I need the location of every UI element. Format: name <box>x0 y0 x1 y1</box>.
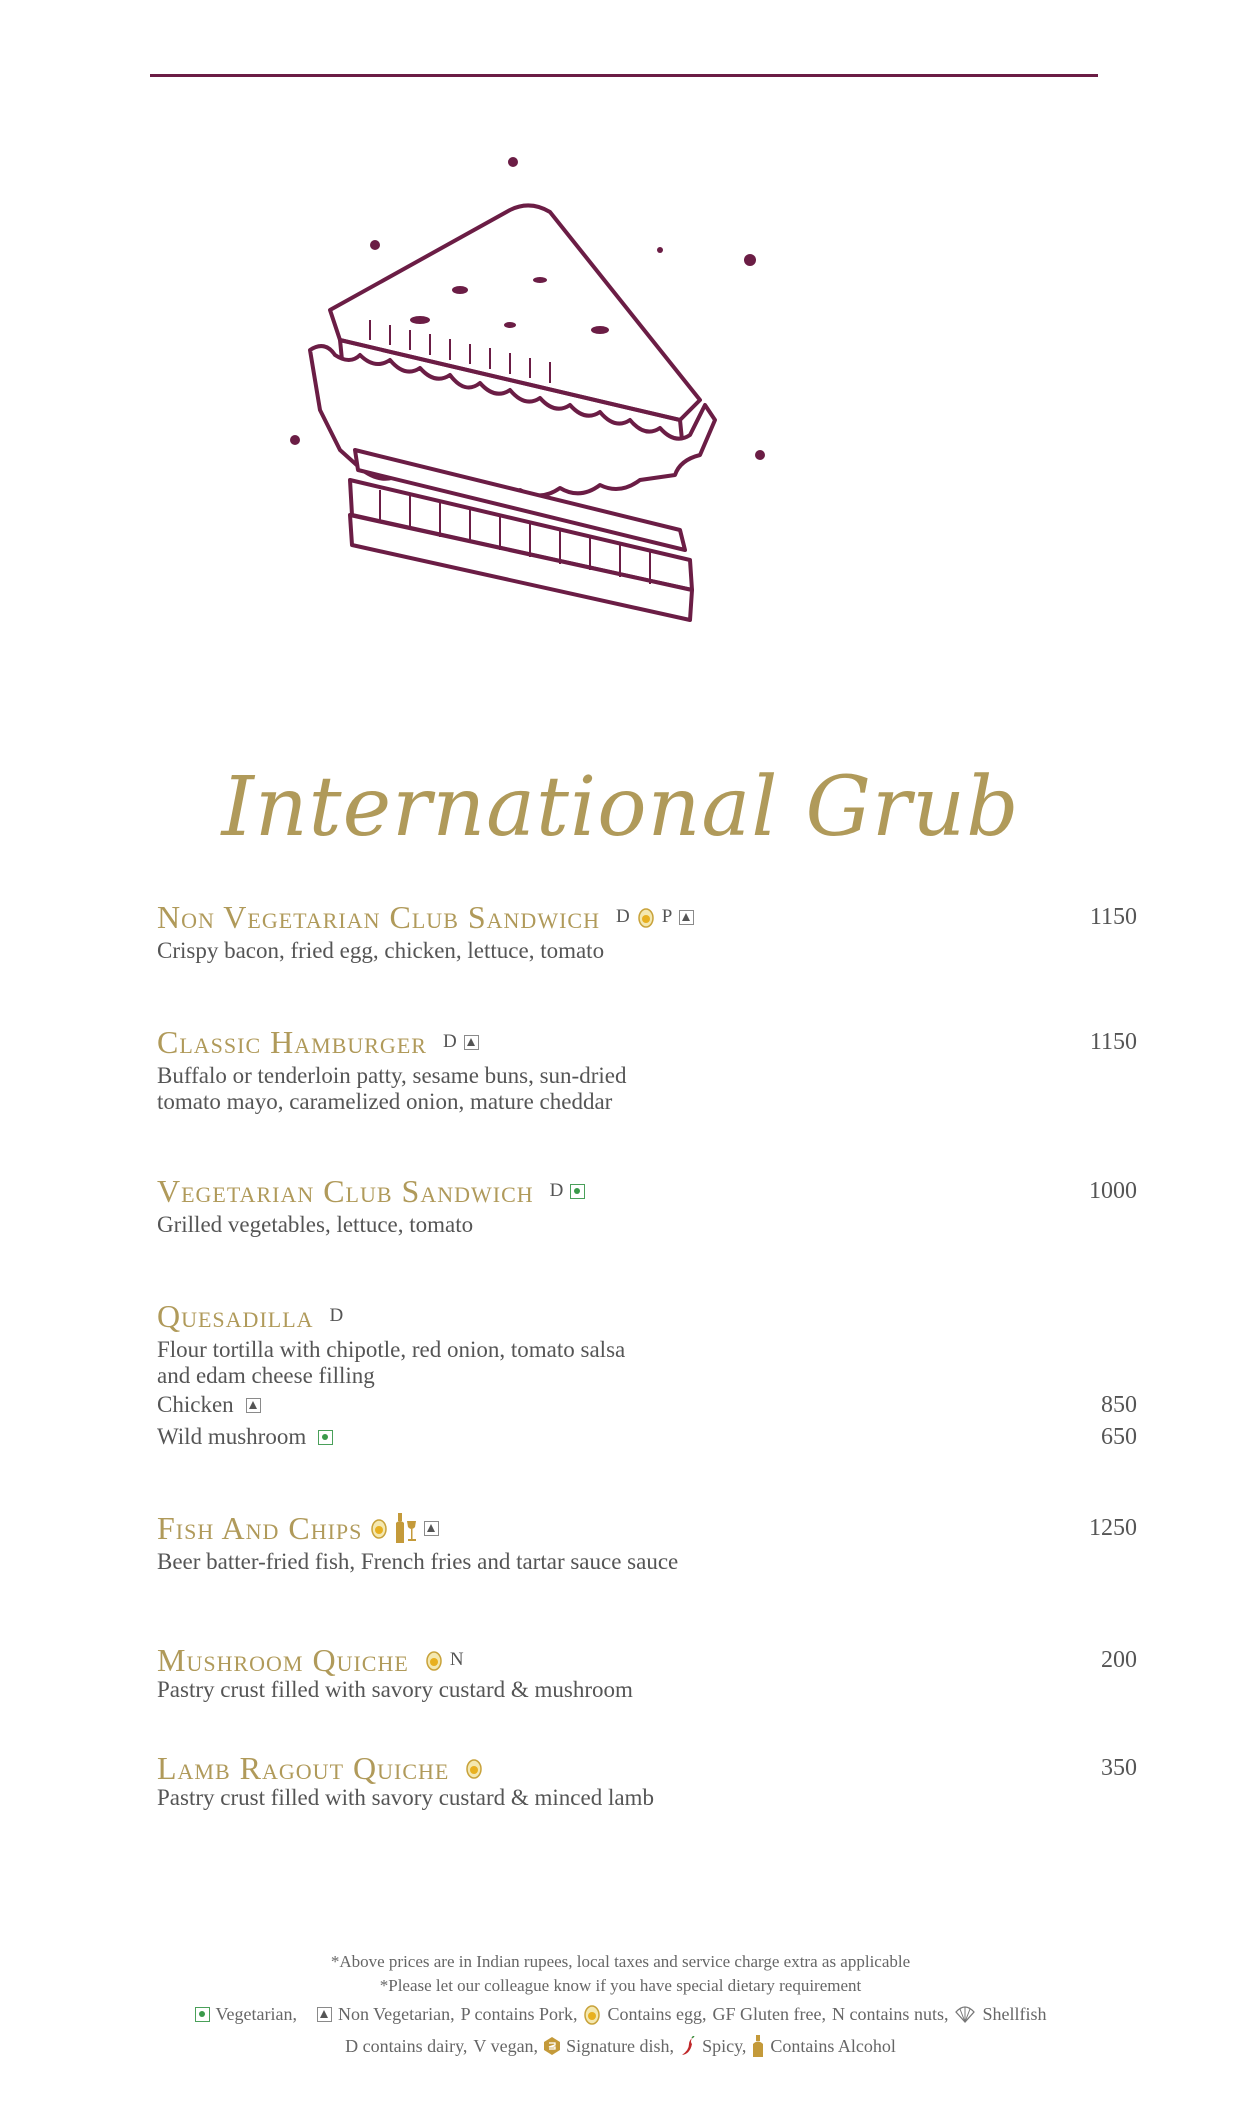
nonveg-symbol-icon <box>464 1035 479 1050</box>
item-price: 1000 <box>1089 1177 1137 1204</box>
menu-item <box>157 1643 1137 1703</box>
item-description: Beer batter-fried fish, French fries and tartar sauce sauce <box>157 1549 679 1574</box>
item-price: 350 <box>1101 1754 1137 1781</box>
item-option <box>157 1421 1137 1453</box>
option-label: Wild mushroom <box>157 1424 307 1449</box>
nonveg-symbol-icon <box>679 910 694 925</box>
nuts-code: N <box>449 1649 464 1670</box>
footer-note: *Above prices are in Indian rupees, local taxes and service charge extra as applicable <box>330 1952 911 1971</box>
item-description: Pastry crust filled with savory custard & mushroom <box>157 1677 633 1702</box>
legend-veg: Vegetarian, <box>215 2004 297 2024</box>
item-price: 1150 <box>1089 903 1137 930</box>
dairy-code: D <box>549 1180 564 1201</box>
footer-note: *Please let our colleague know if you have special dietary requirement <box>379 1976 862 1995</box>
wine-bottle-icon <box>395 1513 417 1543</box>
egg-icon <box>583 2003 601 2025</box>
menu-item <box>157 1299 1137 1453</box>
description-line: tomato mayo, caramelized onion, mature cheddar <box>157 1089 613 1114</box>
legend-egg: Contains egg, <box>607 2004 707 2024</box>
shellfish-icon <box>954 2004 976 2024</box>
sandwich-illustration <box>280 150 880 670</box>
nonveg-symbol-icon <box>317 2007 332 2022</box>
item-price: 1250 <box>1089 1514 1137 1541</box>
option-price: 850 <box>1101 1391 1137 1418</box>
veg-symbol-icon <box>195 2007 210 2022</box>
legend-signature: Signature dish, <box>566 2036 675 2056</box>
item-name: Vegetarian Club Sandwich <box>157 1172 534 1209</box>
item-name: Mushroom Quiche <box>157 1641 409 1678</box>
veg-symbol-icon <box>570 1184 585 1199</box>
description-line: and edam cheese filling <box>157 1363 375 1388</box>
legend-vegan: V vegan, <box>473 2036 539 2056</box>
description-line: Buffalo or tenderloin patty, sesame buns, sun-dried <box>157 1063 627 1088</box>
option-price: 650 <box>1101 1423 1137 1450</box>
signature-dish-icon <box>544 2037 560 2055</box>
menu-item <box>157 1174 1137 1238</box>
wine-bottle-icon <box>752 2035 764 2057</box>
option-label: Chicken <box>157 1392 234 1417</box>
legend-row <box>0 1998 1241 2030</box>
nonveg-symbol-icon <box>424 1521 439 1536</box>
item-name: Fish And Chips <box>157 1509 363 1546</box>
legend-alcohol: Contains Alcohol <box>770 2036 896 2056</box>
nonveg-symbol-icon <box>246 1398 261 1413</box>
menu-item <box>157 1025 1137 1115</box>
legend-row <box>0 2030 1241 2062</box>
legend-pork: P contains Pork, <box>460 2004 578 2024</box>
legend-spicy: Spicy, <box>702 2036 747 2056</box>
item-price: 200 <box>1101 1646 1137 1673</box>
menu-item <box>157 1751 1137 1811</box>
dairy-code: D <box>615 906 630 927</box>
egg-icon <box>425 1649 443 1671</box>
item-name: Quesadilla <box>157 1297 314 1334</box>
item-option <box>157 1389 1137 1421</box>
legend-shellfish: Shellfish <box>982 2004 1047 2024</box>
top-divider <box>150 74 1098 77</box>
menu-item <box>157 1511 1137 1575</box>
dairy-code: D <box>442 1031 457 1052</box>
egg-icon <box>370 1517 388 1539</box>
item-description <box>157 1337 1137 1389</box>
item-name: Lamb Ragout Quiche <box>157 1749 450 1786</box>
legend-dairy: D contains dairy, <box>345 2036 468 2056</box>
dairy-code: D <box>329 1305 344 1326</box>
legend-nuts: N contains nuts, <box>831 2004 949 2024</box>
menu-item <box>157 900 1137 964</box>
footer <box>0 1950 1241 2062</box>
legend-nonveg: Non Vegetarian, <box>338 2004 455 2024</box>
item-price: 1150 <box>1089 1028 1137 1055</box>
egg-icon <box>465 1757 483 1779</box>
item-description: Crispy bacon, fried egg, chicken, lettuce, tomato <box>157 938 605 963</box>
item-name: Classic Hamburger <box>157 1023 427 1060</box>
veg-symbol-icon <box>318 1430 333 1445</box>
section-title: International Grub <box>221 760 1020 855</box>
pork-code: P <box>661 906 673 927</box>
item-description <box>157 1063 1137 1115</box>
description-line: Flour tortilla with chipotle, red onion, tomato salsa <box>157 1337 626 1362</box>
item-description: Pastry crust filled with savory custard & minced lamb <box>157 1785 654 1810</box>
item-name: Non Vegetarian Club Sandwich <box>157 898 600 935</box>
legend-gf: GF Gluten free, <box>712 2004 826 2024</box>
item-description: Grilled vegetables, lettuce, tomato <box>157 1212 474 1237</box>
egg-icon <box>637 906 655 928</box>
chili-icon <box>680 2036 696 2056</box>
